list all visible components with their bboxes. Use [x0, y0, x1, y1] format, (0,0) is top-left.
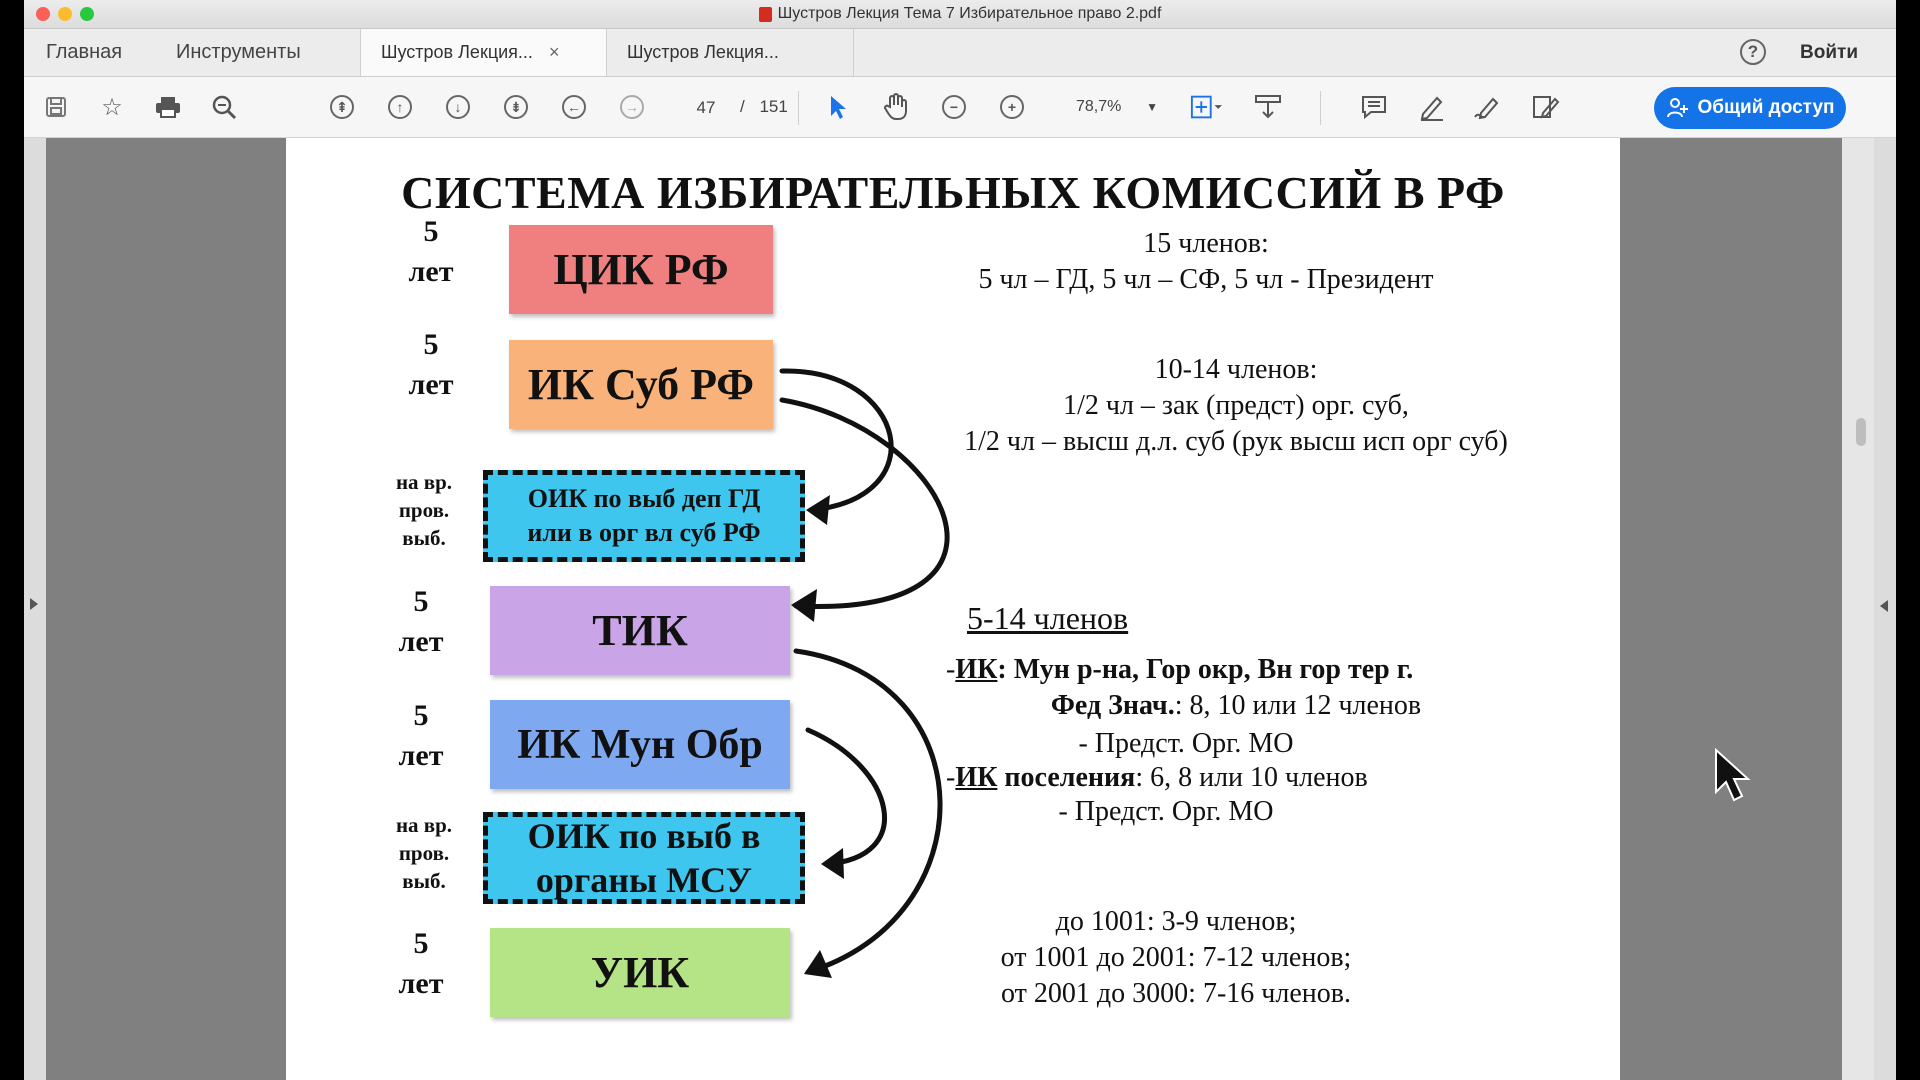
desc-line: - Предст. Орг. МО — [1058, 796, 1274, 827]
slide-title: СИСТЕМА ИЗБИРАТЕЛЬНЫХ КОМИССИЙ В РФ — [401, 167, 1505, 218]
arrowhead — [806, 495, 830, 525]
tab-bar — [24, 29, 1896, 77]
box-line: ОИК по выб деп ГД — [527, 484, 761, 513]
toolbar-divider — [1320, 91, 1321, 125]
page-total — [740, 94, 788, 120]
desc-line: от 1001 до 2001: 7-12 членов; — [1000, 942, 1352, 973]
arrow-tik-to-uik — [796, 651, 940, 972]
first-page-icon[interactable]: ⇞ — [326, 91, 358, 123]
term-line: пров. — [398, 841, 450, 865]
term-line: выб. — [402, 526, 446, 550]
bookmark-star-icon[interactable]: ☆ — [101, 93, 123, 121]
desc-line: 15 членов: — [1143, 228, 1269, 259]
sign-icon[interactable] — [1472, 91, 1504, 123]
term-unit: лет — [408, 255, 454, 288]
window-controls — [36, 7, 94, 21]
term-number: 5 — [423, 215, 439, 248]
expand-left-icon[interactable] — [30, 598, 38, 610]
minimize-window-button[interactable] — [58, 7, 72, 21]
zoom-out-icon[interactable]: − — [938, 91, 970, 123]
zoom-in-icon[interactable]: + — [996, 91, 1028, 123]
fit-page-icon[interactable] — [1190, 91, 1222, 123]
document-tab[interactable] — [606, 29, 854, 76]
mouse-pointer-icon — [1712, 748, 1752, 804]
back-icon[interactable]: ← — [558, 91, 590, 123]
zoom-value: 78,7% — [1076, 98, 1122, 115]
box-oik-msu — [483, 812, 805, 904]
zoom-select[interactable] — [1064, 94, 1164, 120]
vertical-scrollbar[interactable] — [1842, 138, 1874, 1080]
nav-tools[interactable]: Инструменты — [176, 41, 301, 63]
toolbar-divider — [798, 91, 799, 125]
desc-line: - Предст. Орг. МО — [1078, 728, 1294, 759]
term-label — [376, 582, 466, 662]
hand-tool-icon[interactable] — [880, 91, 912, 123]
desc-line: от 2001 до 3000: 7-16 членов. — [1001, 978, 1351, 1009]
arrow-ik-sub-to-tik — [782, 400, 947, 607]
term-line: на вр. — [395, 470, 453, 494]
term-number: 5 — [413, 927, 429, 960]
desc-dash: - — [946, 654, 956, 685]
desc-line: 1/2 чл – высш д.л. суб (рук высш исп орг суб) — [964, 426, 1508, 457]
document-tab-label: Шустров Лекция... — [627, 42, 779, 62]
arrowhead — [791, 589, 817, 622]
term-line: пров. — [398, 498, 450, 522]
box-line: или в орг вл суб РФ — [527, 518, 761, 547]
term-unit: лет — [408, 368, 454, 401]
maximize-window-button[interactable] — [80, 7, 94, 21]
desc-text: : 6, 8 или 10 членов — [1135, 762, 1368, 793]
box-line: ОИК по выб в — [527, 816, 761, 856]
signin-button[interactable]: Войти — [1800, 42, 1858, 63]
document-tab-label: Шустров Лекция... — [381, 42, 533, 62]
document-viewer[interactable] — [24, 138, 1896, 1080]
box-tik: ТИК — [490, 586, 790, 675]
forward-icon[interactable]: → — [616, 91, 648, 123]
term-number: 5 — [413, 585, 429, 618]
save-icon[interactable] — [40, 91, 72, 123]
ik-sub-description — [926, 352, 1546, 460]
arrow-ik-mun-to-oik-msu — [808, 730, 885, 864]
uik-description — [926, 904, 1426, 1012]
window-title: Шустров Лекция Тема 7 Избирательное право 2.pdf — [777, 5, 1162, 22]
term-label — [379, 811, 469, 895]
desc-text: : 8, 10 или 12 членов — [1174, 690, 1422, 721]
term-number: 5 — [423, 328, 439, 361]
box-uik: УИК — [490, 928, 790, 1017]
help-icon[interactable]: ? — [1740, 39, 1766, 65]
document-tab-active[interactable] — [360, 29, 606, 76]
previous-page-icon[interactable]: ↑ — [384, 91, 416, 123]
zoom-search-icon[interactable] — [208, 91, 240, 123]
page-separator: / — [740, 97, 745, 116]
comment-icon[interactable] — [1358, 91, 1390, 123]
print-icon[interactable] — [152, 91, 184, 123]
ik-abbr: ИК — [955, 654, 998, 685]
next-page-icon[interactable]: ↓ — [442, 91, 474, 123]
edit-pdf-icon[interactable] — [1530, 91, 1562, 123]
box-oik-gd — [483, 470, 805, 562]
select-cursor-icon[interactable] — [822, 91, 854, 123]
last-page-icon[interactable]: ⇟ — [500, 91, 532, 123]
page-total-value: 151 — [759, 97, 788, 116]
term-label — [379, 468, 469, 552]
desc-line: до 1001: 3-9 членов; — [1055, 906, 1297, 937]
box-ik-mun: ИК Мун Обр — [490, 700, 790, 789]
chevron-down-icon: ▼ — [1146, 100, 1158, 114]
box-ik-sub: ИК Суб РФ — [509, 340, 773, 429]
arrowhead — [821, 848, 844, 879]
desc-line: 5 чл – ГД, 5 чл – СФ, 5 чл - Президент — [978, 264, 1434, 295]
cik-description — [926, 226, 1486, 298]
term-label — [386, 212, 476, 292]
pdf-page — [286, 138, 1620, 1080]
pdf-file-icon — [759, 7, 772, 22]
term-unit: лет — [398, 625, 444, 658]
highlight-pen-icon[interactable] — [1416, 91, 1448, 123]
ik-abbr: ИК — [955, 762, 998, 793]
scroll-mode-icon[interactable] — [1252, 91, 1284, 123]
desc-line: 10-14 членов: — [1154, 354, 1318, 385]
close-tab-icon[interactable]: × — [548, 42, 560, 62]
share-button-label: Общий доступ — [1697, 97, 1835, 118]
term-line: выб. — [402, 869, 446, 893]
term-label — [376, 696, 466, 776]
term-unit: лет — [398, 967, 444, 1000]
share-button[interactable] — [1654, 87, 1846, 129]
term-line: на вр. — [395, 813, 453, 837]
term-number: 5 — [413, 699, 429, 732]
pdf-reader-window — [24, 0, 1896, 1080]
nav-home[interactable]: Главная — [46, 41, 123, 63]
left-panel-toggle[interactable] — [24, 138, 46, 1080]
right-panel-toggle[interactable] — [1874, 138, 1896, 1080]
share-user-icon — [1666, 97, 1690, 119]
desc-line — [946, 652, 1526, 688]
term-label — [376, 924, 466, 1004]
box-line: органы МСУ — [535, 860, 753, 900]
desc-bold: поселения — [997, 762, 1136, 793]
desc-dash: - — [946, 762, 956, 793]
arrowhead — [804, 950, 832, 978]
scrollbar-thumb[interactable] — [1856, 418, 1866, 446]
title-bar — [24, 0, 1896, 29]
desc-bold: Фед Знач. — [1050, 690, 1175, 721]
close-window-button[interactable] — [36, 7, 50, 21]
term-label — [386, 325, 476, 405]
expand-right-icon[interactable] — [1880, 600, 1888, 612]
desc-bold: : Мун р-на, Гор окр, Вн гор тер г. — [997, 654, 1414, 685]
desc-line — [946, 760, 1526, 796]
term-unit: лет — [398, 739, 444, 772]
toolbar — [24, 77, 1896, 138]
members-heading: 5-14 членов — [967, 600, 1129, 636]
desc-line — [946, 688, 1526, 724]
box-cik: ЦИК РФ — [509, 225, 773, 314]
page-number-input[interactable]: 47 — [696, 98, 716, 117]
desc-line: 1/2 чл – зак (предст) орг. суб, — [1063, 390, 1409, 421]
